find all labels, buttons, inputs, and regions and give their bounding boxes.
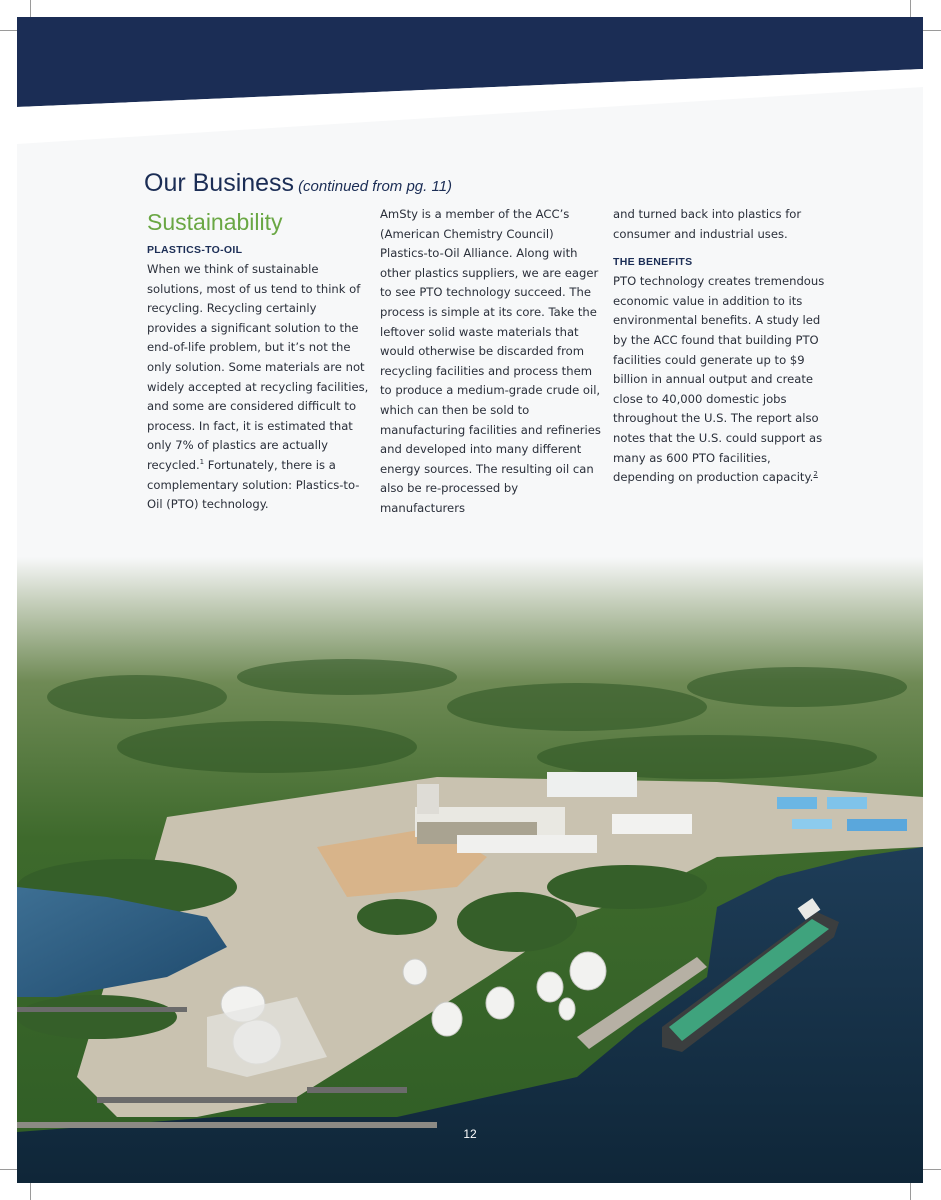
subhead-benefits: THE BENEFITS	[613, 256, 693, 269]
aerial-facility-photo	[17, 557, 923, 1183]
body-paragraph	[613, 272, 835, 488]
crop-mark-top-left-h	[0, 30, 18, 31]
body-paragraph: and turned back into plastics for consumer and industrial uses.	[613, 207, 802, 241]
continued-note: (continued from pg. 11)	[298, 178, 453, 195]
text-column-2	[380, 205, 602, 519]
page-heading	[144, 169, 452, 198]
text-column-1	[147, 205, 369, 515]
page-title: Our Business	[144, 169, 295, 197]
body-text: Fortunately, there is a complementary solution: Plastics-to-Oil (PTO) technology.	[147, 457, 360, 512]
body-paragraph: AmSty is a member of the ACC’s (American Chemistry Council) Plastics-to-Oil Alliance. Along with other plastics suppliers, we are eager to see PTO technology succeed. The process is simple at its core. Take the leftover solid waste materials that would otherwise be discarded from recycling facilities and process them to produce a medium-grade crude oil, which can then be sold to manufacturing facilities and refineries and developed into many different energy sources. The resulting oil can also be re-processed by manufacturers	[380, 207, 601, 515]
header-banner	[17, 17, 923, 157]
crop-mark-bottom-right-h	[923, 1169, 941, 1170]
body-text: PTO technology creates tremendous economic value in addition to its environmental benefits. A study led by the ACC found that building PTO facilities could generate up to $9 billion in annual output and create close to 40,000 domestic jobs throughout the U.S. The report also notes that the U.S. could support as many as 600 PTO facilities, depending on production capacity.	[613, 274, 825, 485]
crop-mark-bottom-left-h	[0, 1169, 18, 1170]
crop-mark-bottom-right-v	[910, 1183, 911, 1200]
subhead-plastics-to-oil: PLASTICS-TO-OIL	[147, 244, 243, 256]
body-text: When we think of sustainable solutions, most of us tend to think of recycling. Recycling certainly provides a significant solution to the end-of-life problem, but it’s not the only solution. Some materials are not widely accepted at recycling facilities, and some are considered difficult to process. In fact, it is estimated that only 7% of plastics are actually recycled.	[147, 262, 369, 472]
crop-mark-bottom-left-v	[30, 1183, 31, 1200]
brochure-page	[17, 17, 923, 1183]
crop-mark-top-left-v	[30, 0, 31, 18]
crop-mark-top-right-h	[923, 30, 941, 31]
text-column-3	[613, 205, 835, 488]
page-number: 12	[463, 1127, 477, 1141]
body-paragraph	[147, 260, 369, 515]
section-title: Sustainability	[147, 209, 283, 235]
footnote-marker: 2	[813, 470, 818, 479]
footnote-marker: 1	[199, 458, 205, 467]
crop-mark-top-right-v	[910, 0, 911, 18]
